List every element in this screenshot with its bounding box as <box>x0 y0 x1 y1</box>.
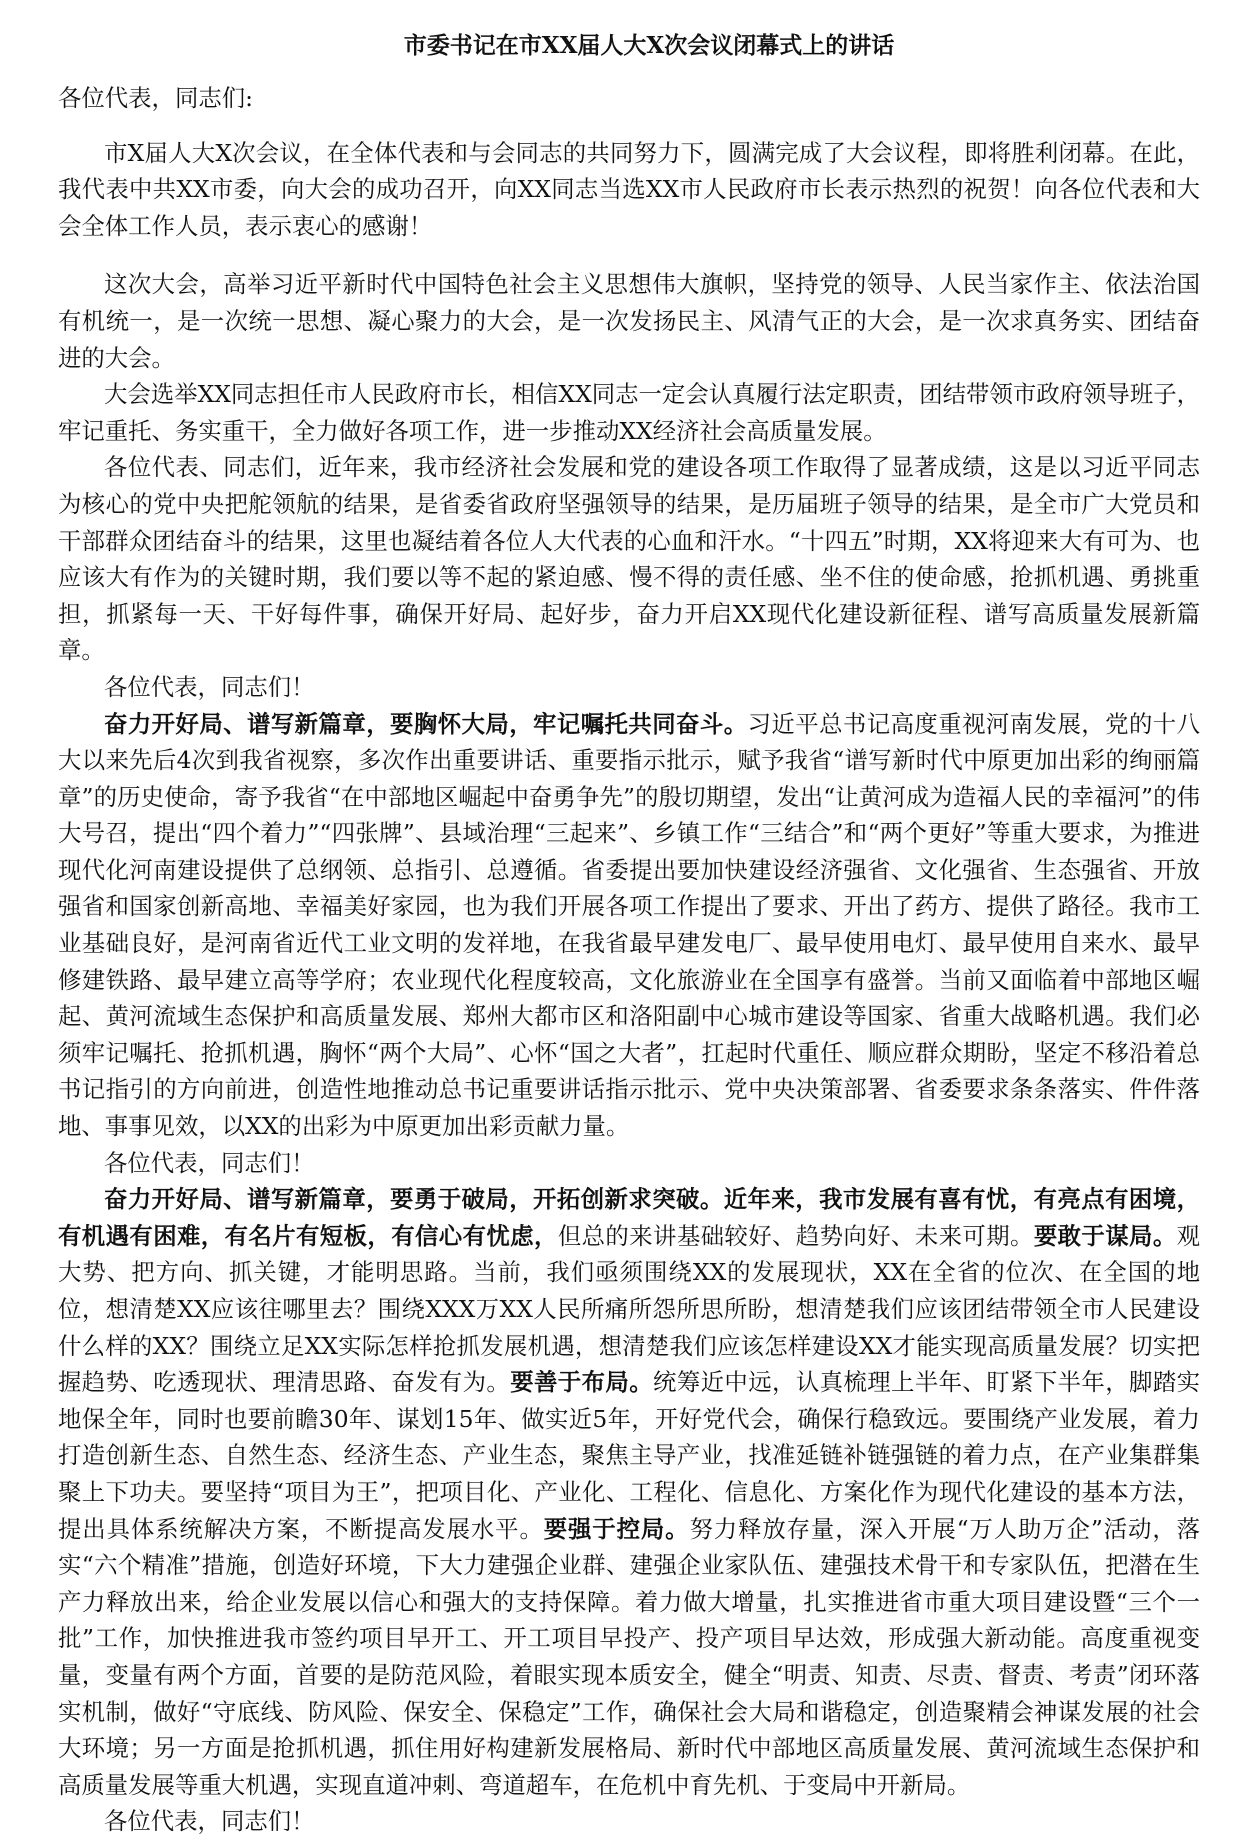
paragraph-conference-summary: 这次大会，高举习近平新时代中国特色社会主义思想伟大旗帜，坚持党的领导、人民当家作主、依法治国有机统一，是一次统一思想、凝心聚力的大会，是一次发扬民主、风清气正的大会，是一次求真务实、团结奋进的大会。 <box>58 270 1200 372</box>
section-breakthrough <box>58 1181 1200 1803</box>
section-body: 但总的来讲基础较好、趋势向好、未来可期。 <box>557 1221 1034 1250</box>
section-overall-situation <box>58 706 1200 1145</box>
document-title: 市委书记在市XX届人大X次会议闭幕式上的讲话 <box>403 32 895 59</box>
address-line: 各位代表，同志们！ <box>104 1807 315 1836</box>
section-body: 努力释放存量，深入开展“万人助万企”活动，落实“六个精准”措施，创造好环境，下大力建强企业群、建强企业家队伍、建强技术骨干和专家队伍，把潜在生产力释放出来，给企业发展以信心和强大的支持保障。着力做大增量，扎实推进省市重大项目建设暨“三个一批”工作，加快推进我市签约项目早开工、开工项目早投产、投产项目早达效，形成强大新动能。高度重视变量，变量有两个方面，首要的是防范风险，着眼实现本质安全，健全“明责、知责、尽责、督责、考责”闭环落实机制，做好“守底线、防风险、保安全、保稳定”工作，确保社会大局和谐稳定，创造聚精会神谋发展的社会大环境；另一方面是抢抓机遇，抓住用好构建新发展格局、新时代中部地区高质量发展、黄河流域生态保护和高质量发展等重大机遇，实现直道冲刺、弯道超车，在危机中育先机、于变局中开新局。 <box>58 1514 1201 1799</box>
section-body: 习近平总书记高度重视河南发展，党的十八大以来先后4次到我省视察，多次作出重要讲话、重要指示批示，赋予我省“谱写新时代中原更加出彩的绚丽篇章”的历史使命，寄予我省“在中部地区崛起中奋勇争先”的殷切期望，发出“让黄河成为造福人民的幸福河”的伟大号召，提出“四个着力”“四张牌”、县域治理“三起来”、乡镇工作“三结合”和“两个更好”等重大要求，为推进现代化河南建设提供了总纲领、总指引、总遵循。省委提出要加快建设经济强省、文化强省、生态强省、开放强省和国家创新高地、幸福美好家园，也为我们开展各项工作提出了要求、开出了药方、提供了路径。我市工业基础良好，是河南省近代工业文明的发祥地，在我省最早建发电厂、最早使用电灯、最早使用自来水、最早修建铁路、最早建立高等学府；农业现代化程度较高，文化旅游业在全国享有盛誉。当前又面临着中部地区崛起、黄河流域生态保护和高质量发展、郑州大都市区和洛阳副中心城市建设等国家、省重大战略机遇。我们必须牢记嘱托、抢抓机遇，胸怀“两个大局”、心怀“国之大者”，扛起时代重任、顺应群众期盼，坚定不移沿着总书记指引的方向前进，创造性地推动总书记重要讲话指示批示、党中央决策部署、省委要求条条落实、件件落地、事事见效，以XX的出彩为中原更加出彩贡献力量。 <box>58 709 1201 1141</box>
subheading-layout: 要善于布局。 <box>510 1368 654 1397</box>
address-line: 各位代表，同志们！ <box>104 1148 315 1177</box>
section-heading: 奋力开好局、谱写新篇章，要胸怀大局，牢记嘱托共同奋斗。 <box>104 709 748 738</box>
paragraph-achievements: 各位代表、同志们，近年来，我市经济社会发展和党的建设各项工作取得了显著成绩，这是以习近平同志为核心的党中央把舵领航的结果，是省委省政府坚强领导的结果，是历届班子领导的结果，是全市广大党员和干部群众团结奋斗的结果，这里也凝结着各位人大代表的心血和汗水。“十四五”时期，XX将迎来大有可为、也应该大有作为的关键时期，我们要以等不起的紧迫感、慢不得的责任感、坐不住的使命感，抢抓机遇、勇挑重担，抓紧每一天、干好每件事，确保开好局、起好步，奋力开启XX现代化建设新征程、谱写高质量发展新篇章。 <box>58 453 1200 665</box>
paragraph-mayor-election: 大会选举XX同志担任市人民政府市长，相信XX同志一定会认真履行法定职责，团结带领市政府领导班子，牢记重托、务实重干，全力做好各项工作，进一步推动XX经济社会高质量发展。 <box>58 380 1200 445</box>
greeting: 各位代表，同志们: <box>58 84 254 112</box>
paragraph-opening: 市X届人大X次会议，在全体代表和与会同志的共同努力下，圆满完成了大会议程，即将胜利闭幕。在此，我代表中共XX市委，向大会的成功召开，向XX同志当选XX市人民政府市长表示热烈的祝贺！向各位代表和大会全体工作人员，表示衷心的感谢！ <box>58 138 1200 240</box>
section-body: 统筹近中远，认真梳理上半年、盯紧下半年，脚踏实地保全年，同时也要前瞻30年、谋划15年、做实近5年，开好党代会，确保行稳致远。要围绕产业发展，着力打造创新生态、自然生态、经济生态、产业生态，聚焦主导产业，找准延链补链强链的着力点，在产业集群集聚上下功夫。要坚持“项目为王”，把项目化、产业化、工程化、信息化、方案化作为现代化建设的基本方法，提出具体系统解决方案，不断提高发展水平。 <box>58 1368 1201 1543</box>
subheading-plan: 要敢于谋局。 <box>1033 1221 1177 1250</box>
section-body: 观大势、把方向、抓关键，才能明思路。当前，我们亟须围绕XX的发展现状，XX在全省的位次、在全国的地位，想清楚XX应该往哪里去？围绕XXX万XX人民所痛所怨所思所盼，想清楚我们应该团结带领全市人民建设什么样的XX？围绕立足XX实际怎样抢抓发展机遇，想清楚我们应该怎样建设XX才能实现高质量发展？切实把握趋势、吃透现状、理清思路、奋发有为。 <box>58 1221 1201 1397</box>
document-page <box>58 28 1200 1840</box>
address-line: 各位代表，同志们！ <box>104 672 315 701</box>
subheading-control: 要强于控局。 <box>543 1514 690 1543</box>
section-heading: 奋力开好局、谱写新篇章，要勇于破局，开拓创新求突破。近年来，我市发展有喜有忧，有亮点有困境，有机遇有困难，有名片有短板，有信心有忧虑， <box>58 1185 1200 1250</box>
